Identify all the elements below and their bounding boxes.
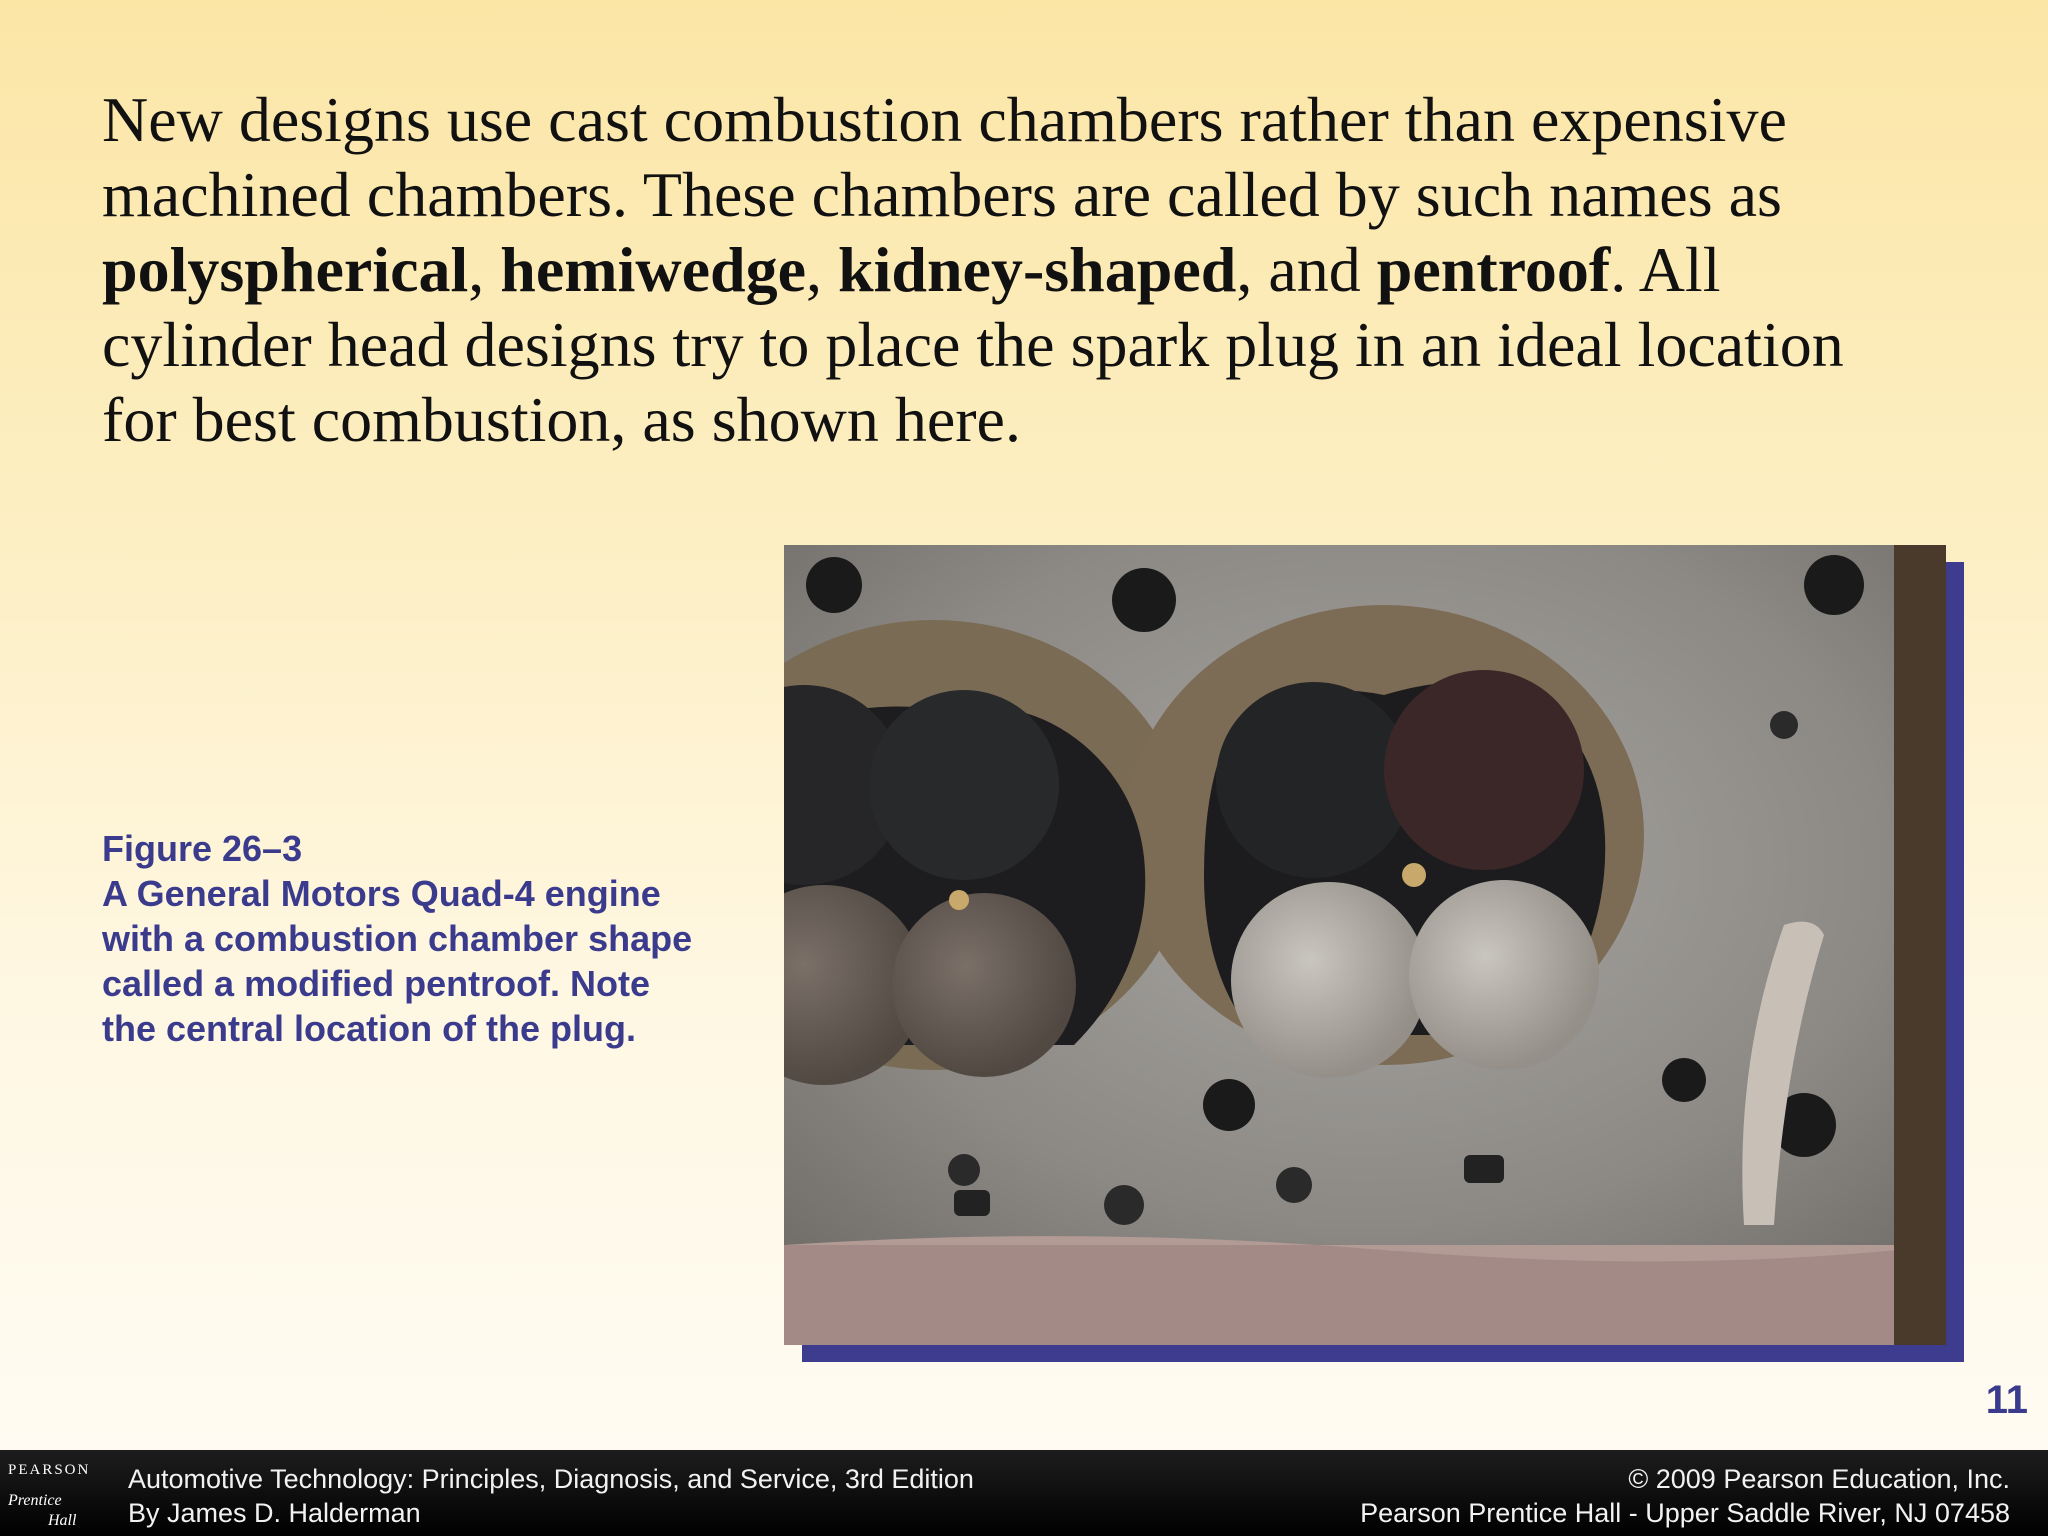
body-line-2: machined chambers. These chambers are called by such names as [102,159,1782,230]
cylinder-head-photo [784,545,1946,1345]
separator: , [468,234,501,305]
caption-line-3: called a modified pentroof. Note [102,963,651,1004]
body-line-1: New designs use cast combustion chambers rather than expensive [102,84,1787,155]
logo-text-top: PEARSON [8,1462,91,1478]
term-kidney-shaped: kidney-shaped [837,234,1237,305]
footer-publisher-info [1360,1462,2010,1530]
separator: , [805,234,838,305]
separator: , and [1236,234,1377,305]
pearson-logo [0,1450,104,1536]
book-title: Automotive Technology: Principles, Diagnosis, and Service, 3rd Edition [128,1464,974,1494]
slide-body-text [102,82,2002,457]
footer-book-info [128,1462,974,1530]
publisher: Pearson Prentice Hall - Upper Saddle River, NJ 07458 [1360,1498,2010,1528]
body-line-4: cylinder head designs try to place the spark plug in an ideal location [102,309,1844,380]
page-number: 11 [1985,1378,2028,1422]
logo-text-mid: Prentice [8,1492,62,1509]
book-author: By James D. Halderman [128,1498,421,1528]
caption-line-4: the central location of the plug. [102,1008,637,1049]
term-polyspherical: polyspherical [102,234,469,305]
figure-caption [102,826,782,1051]
caption-line-2: with a combustion chamber shape [102,918,693,959]
body-line-3-tail: . All [1610,234,1721,305]
cylinder-head-illustration [784,545,1946,1345]
body-line-5: for best combustion, as shown here. [102,384,1021,455]
body-line-3 [102,232,2002,307]
figure-number: Figure 26–3 [102,828,303,869]
footer-bar [0,1450,2048,1536]
copyright: © 2009 Pearson Education, Inc. [1628,1464,2010,1494]
logo-text-bottom: Hall [48,1512,77,1529]
term-pentroof: pentroof [1376,234,1611,305]
caption-line-1: A General Motors Quad-4 engine [102,873,661,914]
term-hemiwedge: hemiwedge [500,234,806,305]
